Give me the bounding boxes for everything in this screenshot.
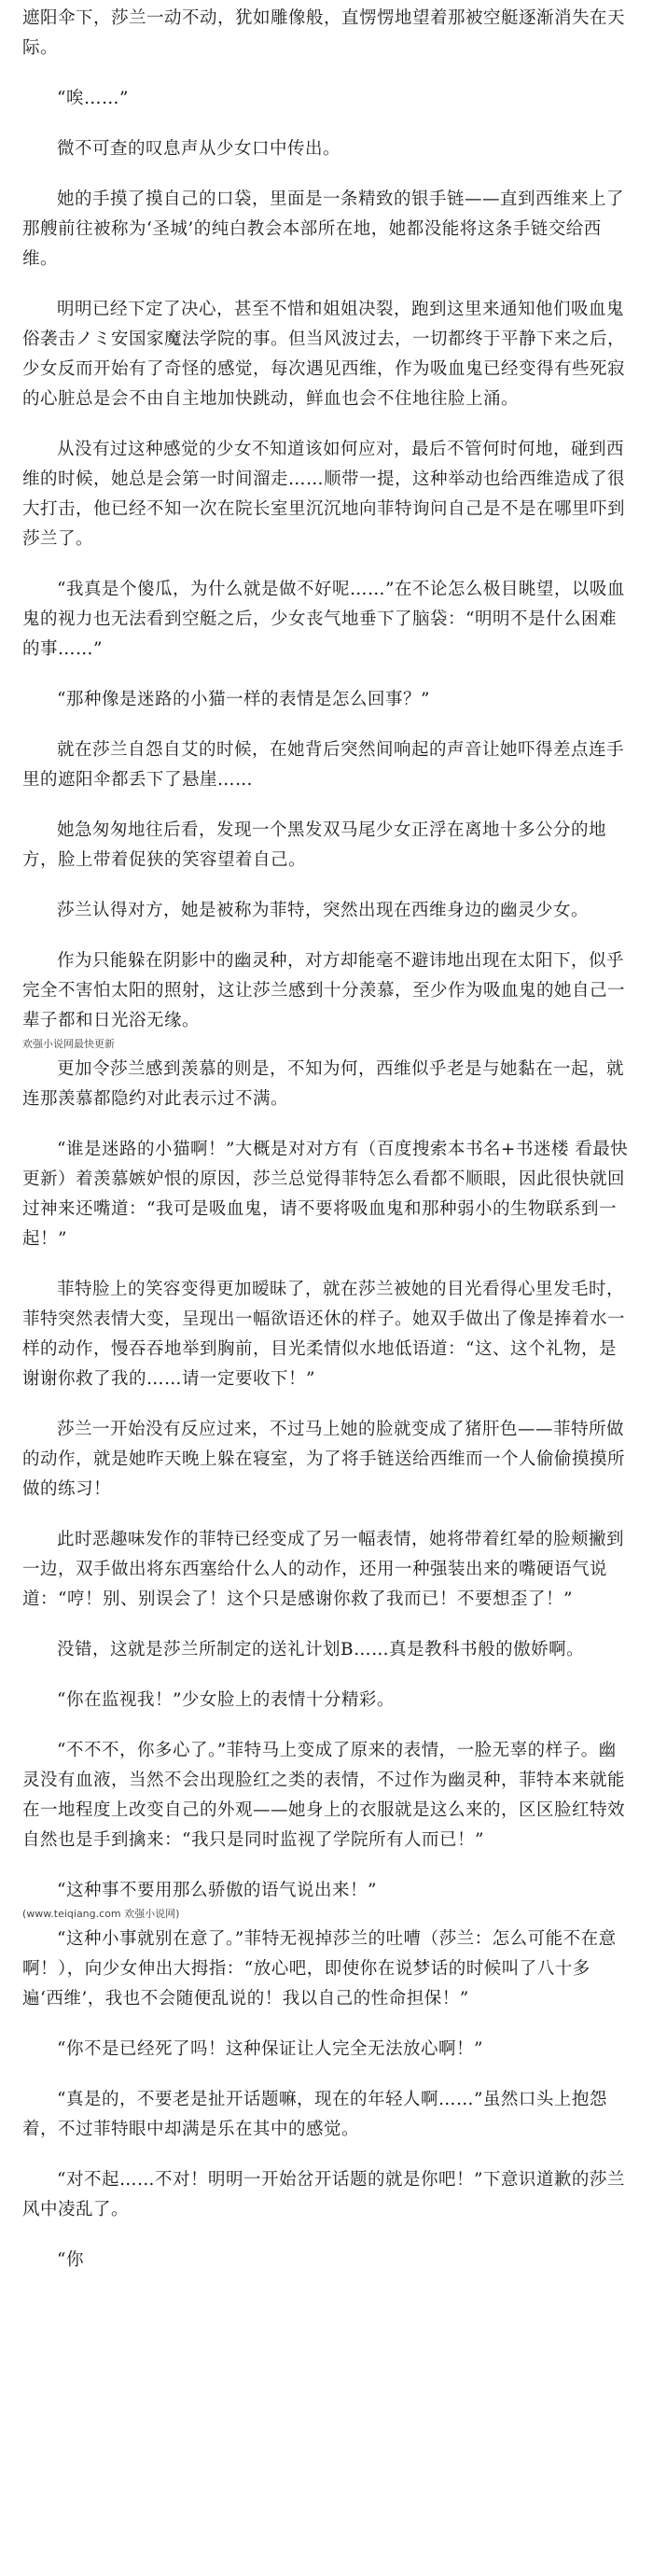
- paragraph: “谁是迷路的小猫啊！”大概是对对方有（百度搜索本书名+书迷楼 看最快更新）着羡慕嫉妒恨的原因，莎兰总觉得菲特怎么看都不顺眼，因此很快就回过神来还嘴道：“我可是吸血鬼，请不要将吸血鬼和那种弱小的生物联系到一起！”: [22, 1140, 629, 1249]
- paragraph: 菲特脸上的笑容变得更加暧昧了，就在莎兰被她的目光看得心里发毛时，菲特突然表情大变，呈现出一幅欲语还休的样子。她双手做出了像是捧着水一样的动作，慢吞吞地举到胸前，目光柔情似水地低语道：“这、这个礼物，是谢谢你救了我的……请一定要收下！”: [22, 1280, 626, 1389]
- paragraph: “唉……”: [57, 89, 129, 108]
- paragraph: 她的手摸了摸自己的口袋，里面是一条精致的银手链——直到西维来上了那艘前往被称为‘圣城’的纯白教会本部所在地，她都没能将这条手链交给西维。: [22, 189, 625, 269]
- paragraph: “你在监视我！”少女脸上的表情十分精彩。: [57, 1690, 395, 1710]
- paragraph: 遮阳伞下，莎兰一动不动，犹如雕像般，直愣愣地望着那被空艇逐渐消失在天际。: [22, 8, 626, 58]
- paragraph: 就在莎兰自怨自艾的时候，在她背后突然间响起的声音让她吓得差点连手里的遮阳伞都丢下了悬崖……: [22, 740, 625, 790]
- paragraph: 她急匆匆地往后看，发现一个黑发双马尾少女正浮在离地十多公分的地方，脸上带着促狭的笑容望着自己。: [22, 820, 607, 870]
- paragraph: 从没有过这种感觉的少女不知道该如何应对，最后不管何时何地，碰到西维的时候，她总是会第一时间溜走……顺带一提，这种举动也给西维造成了很大打击，他已经不知一次在院长室里沉沉地向菲特询问自己是不是在哪里吓到莎兰了。: [22, 440, 626, 549]
- paragraph: “这种小事就别在意了。”菲特无视掉莎兰的吐嘈（莎兰：怎么可能不在意啊！），向少女伸出大拇指：“放心吧，即使你在说梦话的时候叫了八十多遍‘西维’，我也不会随便乱说的！我以自己的性命担保！”: [22, 1929, 617, 2009]
- paragraph: 莎兰认得对方，她是被称为菲特，突然出现在西维身边的幽灵少女。: [57, 901, 590, 920]
- paragraph: “对不起……不对！明明一开始岔开话题的就是你吧！”下意识道歉的莎兰风中凌乱了。: [22, 2170, 625, 2219]
- paragraph: “你: [57, 2250, 84, 2270]
- paragraph: 作为只能躲在阴影中的幽灵种，对方却能毫不避讳地出现在太阳下，似乎完全不害怕太阳的照射，这让莎兰感到十分羡慕，至少作为吸血鬼的她自己一辈子都和日光浴无缘。: [22, 951, 626, 1030]
- paragraph: “真是的，不要老是扯开话题嘛，现在的年轻人啊……”虽然口头上抱怨着，不过菲特眼中却满是乐在其中的感觉。: [22, 2090, 607, 2139]
- paragraph: 明明已经下定了决心，甚至不惜和姐姐决裂，跑到这里来通知他们吸血鬼俗袭击ノミ安国家魔法学院的事。但当风波过去，一切都终于平静下来之后，少女反而开始有了奇怪的感觉，每次遇见西维，作为吸血鬼已经变得有些死寂的心脏总是会不由自主地加快跳动，鲜血也会不住地往脸上涌。: [22, 300, 626, 409]
- paragraph: 没错，这就是莎兰所制定的送礼计划B……真是教科书般的傲娇啊。: [57, 1640, 585, 1659]
- paragraph: 莎兰一开始没有反应过来，不过马上她的脸就变成了猪肝色——菲特所做的动作，就是她昨天晚上躲在寝室，为了将手链送给西维而一个人偷偷摸摸所做的练习！: [22, 1420, 626, 1499]
- paragraph: “我真是个傻瓜，为什么就是做不好呢……”在不论怎么极目眺望，以吸血鬼的视力也无法看到空艇之后，少女丧气地垂下了脑袋：“明明不是什么困难的事……”: [22, 580, 625, 659]
- paragraph: 此时恶趣味发作的菲特已经变成了另一幅表情，她将带着红晕的脸颊撇到一边，双手做出将东西塞给什么人的动作，还用一种强装出来的嘴硬语气说道：“哼！别、别误会了！这个只是感谢你救了我而已！不要想歪了！”: [22, 1530, 625, 1609]
- paragraph: “你不是已经死了吗！这种保证让人完全无法放心啊！”: [57, 2039, 483, 2059]
- paragraph: “这种事不要用那么骄傲的语气说出来！”: [57, 1881, 377, 1900]
- site-watermark: 欢强小说网最快更新: [22, 1038, 115, 1050]
- paragraph: “不不不，你多心了。”菲特马上变成了原来的表情，一脸无辜的样子。幽灵没有血液，当然不会出现脸红之类的表情，不过作为幽灵种，菲特本来就能在一地程度上改变自己的外观——她身上的衣服就是这么来的，区区脸红特效自然也是手到擒来：“我只是同时监视了学院所有人而已！”: [22, 1741, 626, 1850]
- site-url-watermark: (www.teiqiang.com 欢强小说网): [22, 1908, 180, 1920]
- paragraph: 微不可查的叹息声从少女口中传出。: [57, 139, 341, 159]
- paragraph: 更加令莎兰感到羡慕的则是，不知为何，西维似乎老是与她黏在一起，就连那羡慕都隐约对此表示过不满。: [22, 1059, 625, 1109]
- paragraph: “那种像是迷路的小猫一样的表情是怎么回事？”: [57, 690, 430, 709]
